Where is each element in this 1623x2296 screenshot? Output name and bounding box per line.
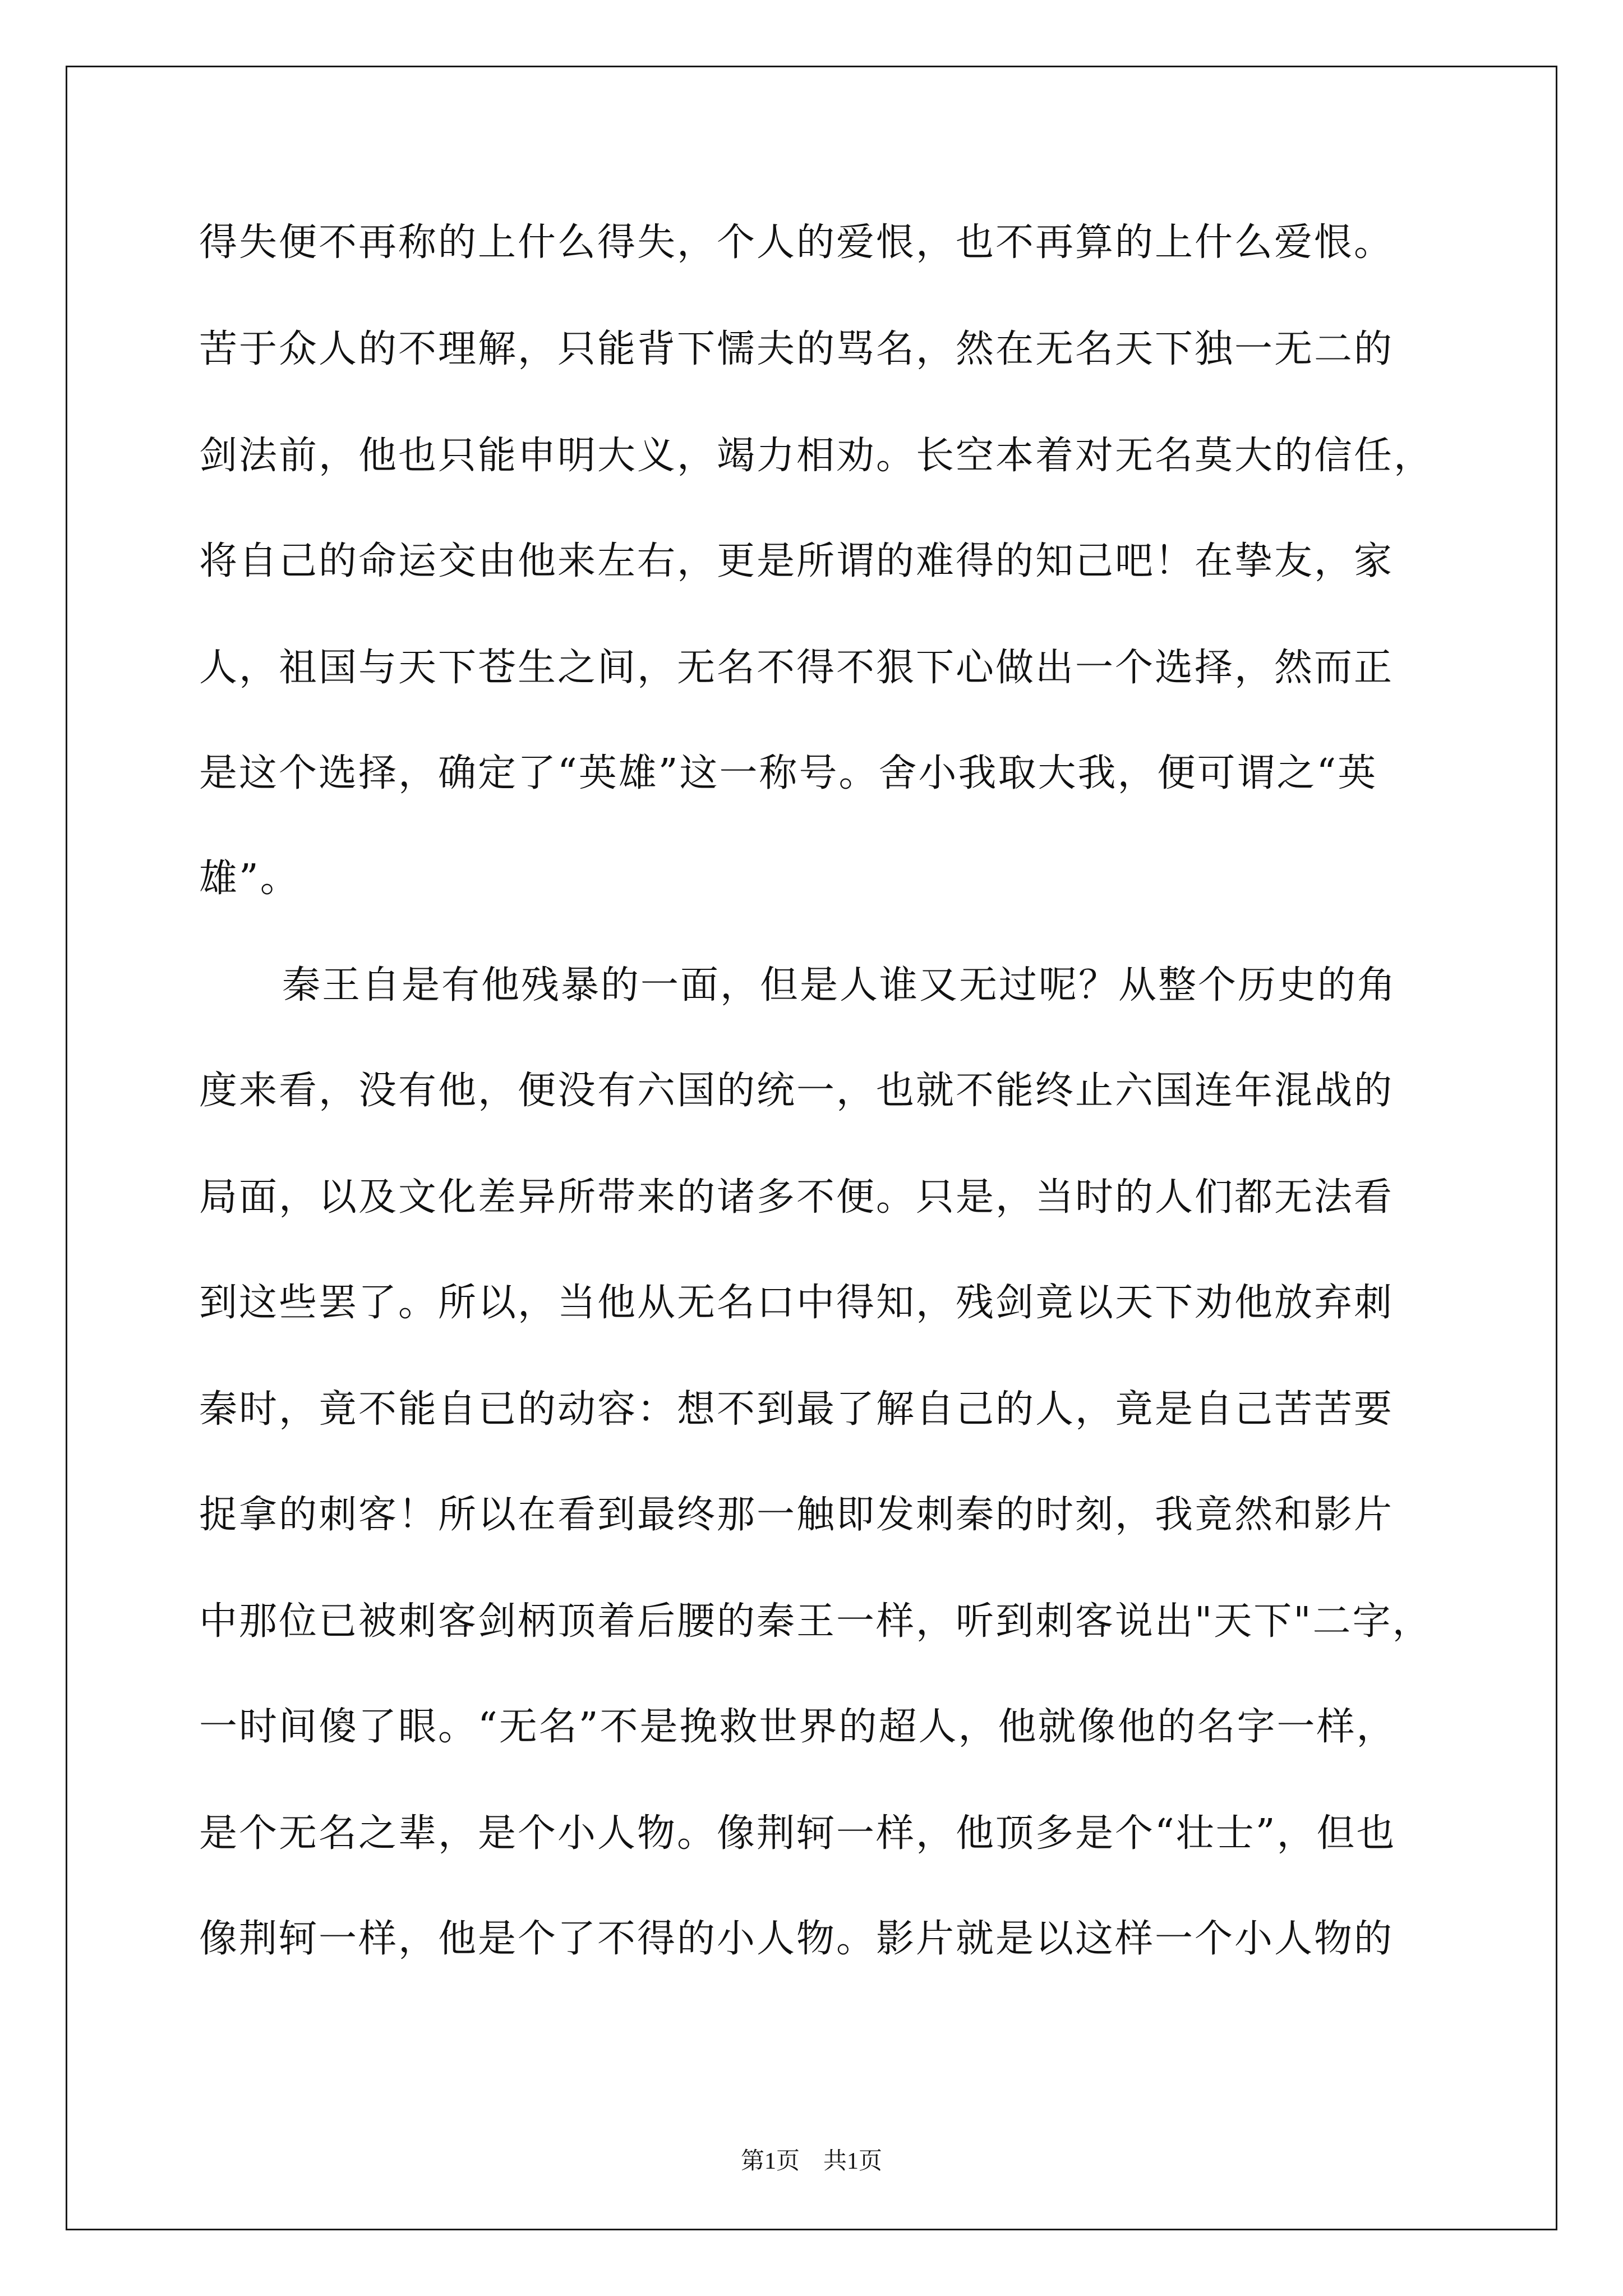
text-line: 将自己的命运交由他来左右，更是所谓的难得的知己吧！在挚友，家: [199, 539, 1394, 583]
text-line: 秦时，竟不能自已的动容：想不到最了解自己的人，竟是自己苦苦要: [199, 1387, 1394, 1432]
text-line: 苦于众人的不理解，只能背下懦夫的骂名，然在无名天下独一无二的: [199, 327, 1394, 371]
paragraph-first-line: 秦王自是有他残暴的一面，但是人谁又无过呢？从整个历史的角: [282, 963, 1398, 1007]
text-line: 捉拿的刺客！所以在看到最终那一触即发刺秦的时刻，我竟然和影片: [199, 1493, 1394, 1537]
text-line: 局面，以及文化差异所带来的诸多不便。只是，当时的人们都无法看: [199, 1175, 1394, 1220]
text-line: 得失便不再称的上什么得失，个人的爱恨，也不再算的上什么爱恨。: [199, 220, 1394, 265]
page-number: 第1页 共1页: [740, 2148, 882, 2174]
text-line: 是个无名之辈，是个小人物。像荆轲一样，他顶多是个“壮士”，但也: [199, 1811, 1396, 1856]
text-line: 剑法前，他也只能申明大义，竭力相劝。长空本着对无名莫大的信任，: [199, 434, 1434, 478]
text-line: 度来看，没有他，便没有六国的统一，也就不能终止六国连年混战的: [199, 1069, 1394, 1113]
text-line: 像荆轲一样，他是个了不得的小人物。影片就是以这样一个小人物的: [199, 1917, 1394, 1961]
page-border: [66, 66, 1557, 2230]
text-line: 人，祖国与天下苍生之间，无名不得不狠下心做出一个选择，然而正: [199, 646, 1394, 690]
text-line: 是这个选择，确定了“英雄”这一称号。舍小我取大我，便可谓之“英: [199, 751, 1378, 795]
text-line: 雄”。: [199, 857, 300, 901]
text-line: 到这些罢了。所以，当他从无名口中得知，残剑竟以天下劝他放弃刺: [199, 1281, 1394, 1325]
text-line: 一时间傻了眼。“无名”不是挽救世界的超人，他就像他的名字一样，: [199, 1705, 1396, 1749]
text-line: 中那位已被刺客剑柄顶着后腰的秦王一样，听到刺客说出"天下"二字，: [199, 1599, 1432, 1644]
